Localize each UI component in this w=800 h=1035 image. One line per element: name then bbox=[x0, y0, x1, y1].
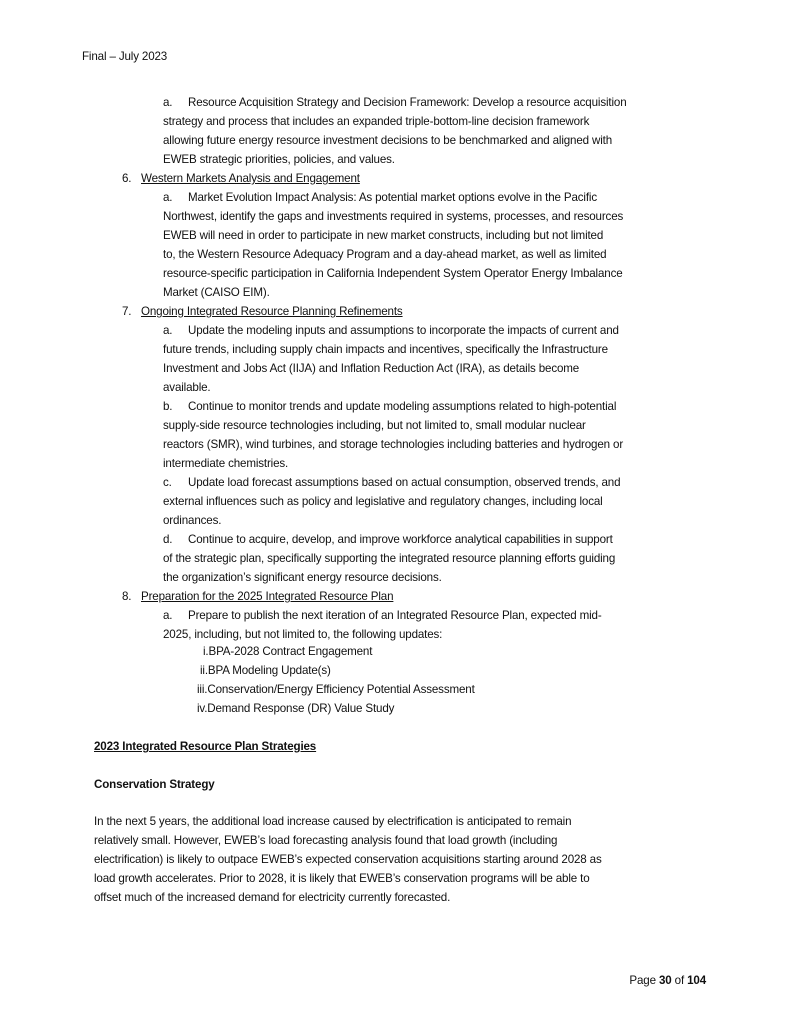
item-title: Ongoing Integrated Resource Planning Refinements bbox=[141, 305, 403, 318]
update-list-item: i.BPA-2028 Contract Engagement bbox=[203, 645, 373, 658]
subitem-text-line: supply-side resource technologies including, but not limited to, small modular nuclear bbox=[163, 419, 586, 432]
subitem-text-line: ordinances. bbox=[163, 514, 222, 527]
subitem-text-line: Northwest, identify the gaps and investments required in systems, processes, and resources bbox=[163, 210, 624, 223]
subitem-text-line: Investment and Jobs Act (IIJA) and Inflation Reduction Act (IRA), as details become bbox=[163, 362, 580, 375]
subitem-label: c. bbox=[163, 476, 172, 489]
paragraph-line: electrification) is likely to outpace EWEB’s expected conservation acquisitions starting around 2028 as bbox=[94, 853, 602, 866]
subitem-text-line: future trends, including supply chain impacts and incentives, specifically the Infrastructure bbox=[163, 343, 608, 356]
list-subitem-item7a bbox=[163, 321, 619, 340]
subitem-label: a. bbox=[163, 96, 173, 109]
list-subitem-item7b bbox=[163, 397, 616, 416]
subitem-text-line: available. bbox=[163, 381, 211, 394]
list-subitem-item6a bbox=[163, 188, 597, 207]
subitem-text: Resource Acquisition Strategy and Decision Framework: Develop a resource acquisition bbox=[188, 96, 627, 109]
subitem-text-line: strategy and process that includes an expanded triple-bottom-line decision framework bbox=[163, 115, 590, 128]
subitem-text: Prepare to publish the next iteration of an Integrated Resource Plan, expected mid- bbox=[188, 609, 602, 622]
subitem-label: b. bbox=[163, 400, 173, 413]
subitem-text: Update the modeling inputs and assumptions to incorporate the impacts of current and bbox=[188, 324, 619, 337]
page-label: Page bbox=[629, 974, 656, 987]
subitem-text-line: intermediate chemistries. bbox=[163, 457, 289, 470]
page-footer bbox=[629, 971, 706, 990]
subitem-text-line: 2025, including, but not limited to, the following updates: bbox=[163, 628, 443, 641]
list-subitem-item7c bbox=[163, 473, 620, 492]
subitem-text: Continue to acquire, develop, and improve workforce analytical capabilities in support bbox=[188, 533, 613, 546]
subitem-text: Continue to monitor trends and update modeling assumptions related to high-potential bbox=[188, 400, 617, 413]
subitem-text-line: allowing future energy resource investment decisions to be benchmarked and aligned with bbox=[163, 134, 613, 147]
of-label: of bbox=[674, 974, 685, 987]
list-subitem-item8a bbox=[163, 606, 602, 625]
item-number: 8. bbox=[122, 590, 132, 603]
paragraph-line: relatively small. However, EWEB’s load forecasting analysis found that load growth (including bbox=[94, 834, 558, 847]
paragraph-line: offset much of the increased demand for electricity currently forecasted. bbox=[94, 891, 451, 904]
subitem-label: a. bbox=[163, 324, 173, 337]
subheading: Conservation Strategy bbox=[94, 778, 215, 791]
page-header: Final – July 2023 bbox=[82, 50, 168, 63]
subitem-text-line: of the strategic plan, specifically supporting the integrated resource planning efforts guiding bbox=[163, 552, 616, 565]
subitem-text-line: EWEB strategic priorities, policies, and values. bbox=[163, 153, 395, 166]
paragraph-line: load growth accelerates. Prior to 2028, it is likely that EWEB’s conservation programs will be able to bbox=[94, 872, 590, 885]
subitem-text-line: EWEB will need in order to participate in new market constructs, including but not limited bbox=[163, 229, 604, 242]
subitem-label: a. bbox=[163, 191, 173, 204]
list-item-item7 bbox=[122, 302, 403, 321]
subitem-text-line: external influences such as policy and legislative and regulatory changes, including local bbox=[163, 495, 603, 508]
update-list-item: ii.BPA Modeling Update(s) bbox=[200, 664, 331, 677]
item-title: Preparation for the 2025 Integrated Resource Plan bbox=[141, 590, 394, 603]
subitem-text-line: resource-specific participation in California Independent System Operator Energy Imbalance bbox=[163, 267, 623, 280]
subitem-label: a. bbox=[163, 609, 173, 622]
item-number: 6. bbox=[122, 172, 132, 185]
subitem-label: d. bbox=[163, 533, 173, 546]
subitem-text-line: Market (CAISO EIM). bbox=[163, 286, 270, 299]
paragraph-line: In the next 5 years, the additional load increase caused by electrification is anticipated to remain bbox=[94, 815, 572, 828]
list-item-item8 bbox=[122, 587, 393, 606]
total-pages: 104 bbox=[687, 974, 706, 987]
subitem-text-line: to, the Western Resource Adequacy Program and a day-ahead market, as well as limited bbox=[163, 248, 607, 261]
subitem-text-line: the organization’s significant energy resource decisions. bbox=[163, 571, 442, 584]
subitem-text-line: reactors (SMR), wind turbines, and storage technologies including batteries and hydrogen or bbox=[163, 438, 624, 451]
item-title: Western Markets Analysis and Engagement bbox=[141, 172, 360, 185]
subitem-text: Update load forecast assumptions based on actual consumption, observed trends, and bbox=[188, 476, 621, 489]
section-heading: 2023 Integrated Resource Plan Strategies bbox=[94, 740, 317, 753]
list-subitem-item5a bbox=[163, 93, 627, 112]
list-subitem-item7d bbox=[163, 530, 613, 549]
update-list-item: iii.Conservation/Energy Efficiency Potential Assessment bbox=[197, 683, 475, 696]
list-item-item6 bbox=[122, 169, 360, 188]
update-list-item: iv.Demand Response (DR) Value Study bbox=[197, 702, 395, 715]
item-number: 7. bbox=[122, 305, 132, 318]
current-page: 30 bbox=[658, 974, 672, 987]
subitem-text: Market Evolution Impact Analysis: As potential market options evolve in the Pacific bbox=[188, 191, 597, 204]
